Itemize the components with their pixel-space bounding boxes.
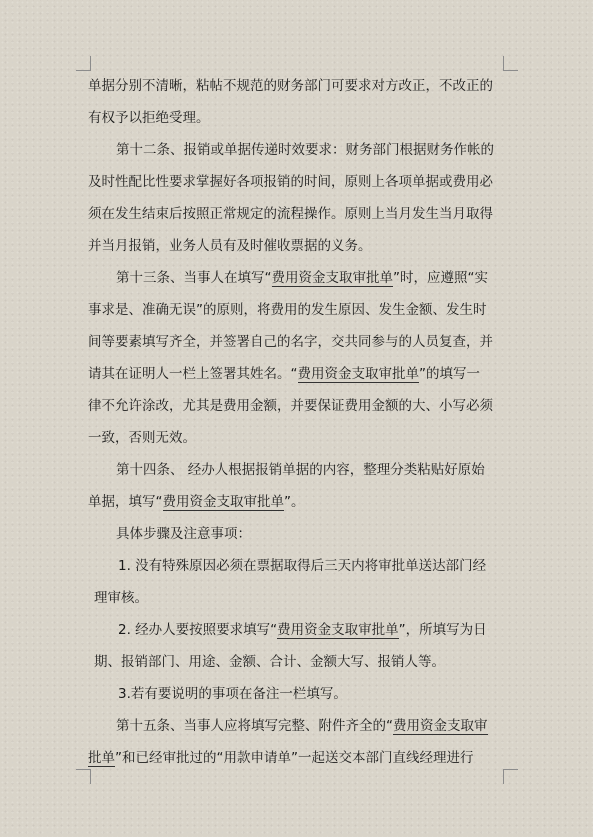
text-line [116,524,251,544]
text-run: 第十三条、当事人在填写“ [116,270,272,286]
text-run: ”时，应遵照“实 [393,270,488,286]
text-line [116,460,485,480]
text-line [94,652,445,672]
text-line [88,300,487,320]
text-run: 并当月报销，业务人员有及时催收票据的义务。 [88,238,372,254]
text-line [116,716,488,736]
crop-mark-top-right [503,56,518,71]
crop-mark-bottom-right [503,769,518,784]
text-run: ”的填写一 [419,366,480,382]
text-run: 具体步骤及注意事项： [116,526,251,542]
text-line [118,684,347,704]
text-line [116,140,494,160]
text-run: 间等要素填写齐全，并签署自己的名字，交共同参与的人员复查，并 [88,334,493,350]
text-line [88,236,372,256]
text-line [118,556,486,576]
underlined-term: 批单 [88,750,115,766]
text-line [88,332,493,352]
text-line [88,76,493,96]
text-line [88,364,480,384]
text-line [88,204,493,224]
text-run: 事求是、准确无误”的原则，将费用的发生原因、发生金额、发生时 [88,302,487,318]
text-run: 请其在证明人一栏上签署其姓名。“ [88,366,298,382]
text-run: 单据分别不清晰，粘帖不规范的财务部门可要求对方改正，不改正的 [88,78,493,94]
text-run: 须在发生结束后按照正常规定的流程操作。原则上当月发生当月取得 [88,206,493,222]
text-run: 理审核。 [94,590,148,606]
text-run: ”，所填写为日 [398,622,487,638]
text-run: 及时性配比性要求掌握好各项报销的时间，原则上各项单据或费用必 [88,174,493,190]
underlined-term: 费用资金支取审批单 [277,622,399,638]
text-line [88,748,473,768]
text-run: 第十二条、报销或单据传递时效要求：财务部门根据财务作帐的 [116,142,494,158]
text-line [88,172,493,192]
text-run: ”和已经审批过的“用款申请单”一起送交本部门直线经理进行 [115,750,474,766]
text-run: 1. 没有特殊原因必须在票据取得后三天内将审批单送达部门经 [118,558,487,574]
text-line [88,396,493,416]
text-line [94,588,148,608]
underlined-term: 费用资金支取审批单 [297,366,419,382]
underlined-term: 费用资金支取审批单 [162,494,284,510]
text-run: 第十四条、 经办人根据报销单据的内容，整理分类粘贴好原始 [116,462,485,478]
text-line [88,108,210,128]
crop-mark-bottom-left [76,769,91,784]
text-run: 第十五条、当事人应将填写完整、附件齐全的“ [116,718,393,734]
text-run: 律不允许涂改，尤其是费用金额，并要保证费用金额的大、小写必须 [88,398,493,414]
text-run: 单据，填写“ [88,494,163,510]
underlined-term: 费用资金支取审 [393,718,488,734]
text-run: 有权予以拒绝受理。 [88,110,210,126]
text-run: 期、报销部门、用途、金额、合计、金额大写、报销人等。 [94,654,445,670]
underlined-term: 费用资金支取审批单 [271,270,393,286]
text-run: 一致，否则无效。 [88,430,196,446]
text-line [118,620,487,640]
text-line [88,492,305,512]
text-line [88,428,196,448]
text-line [116,268,488,288]
text-run: 3.若有要说明的事项在备注一栏填写。 [118,686,347,702]
text-run: ”。 [284,494,305,510]
crop-mark-top-left [76,56,91,71]
text-run: 2. 经办人要按照要求填写“ [118,622,278,638]
